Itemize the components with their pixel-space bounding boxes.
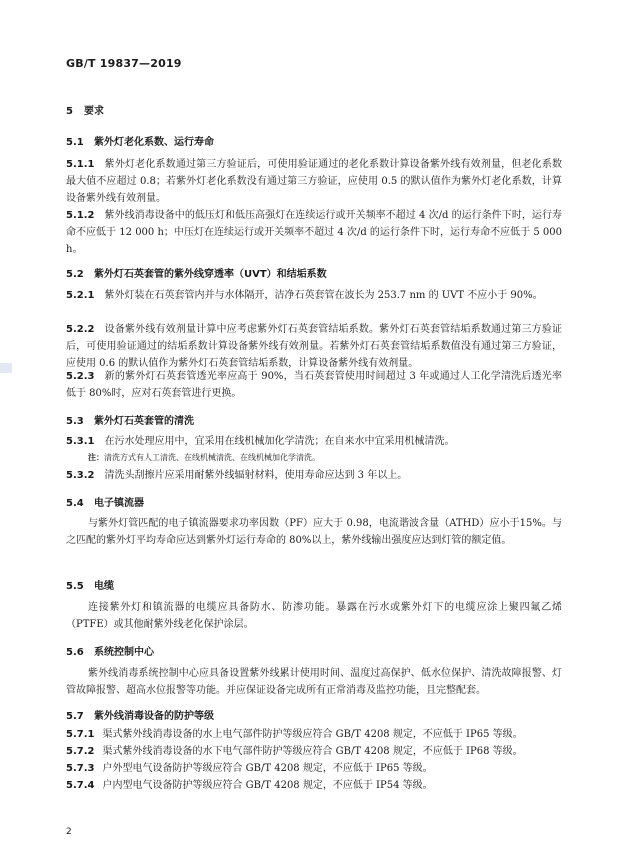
clause-5-3-1 [66, 433, 562, 450]
clause-text: 清洗头刮擦片应采用耐紫外线辐射材料，使用寿命应达到 3 年以上。 [104, 470, 408, 481]
heading-title: 紫外灯老化系数、运行寿命 [94, 137, 214, 148]
list-item [66, 744, 562, 760]
clause-number: 5.7.3 [66, 763, 95, 774]
heading-5-1 [66, 133, 214, 148]
clause-text: 紫外灯老化系数通过第三方验证后，可使用验证通过的老化系数计算设备紫外线有效剂量，但老化系数最大值不应超过 0.8；若紫外灯老化系数没有通过第三方验证，应使用 0.5 的默认值作为紫外灯老化系数，计算设备紫外线有效剂量。 [66, 159, 562, 204]
clause-text: 紫外线消毒设备中的低压灯和低压高强灯在连续运行或开关频率不超过 4 次/d 的运行条件下时，运行寿命不应低于 12 000 h；中压灯在连续运行或开关频率不超过 4 次/d 的运行条件下时，运行寿命不应低于 5 000 h。 [66, 210, 562, 255]
clause-5-1-1 [66, 156, 562, 207]
clause-text: 渠式紫外线消毒设备的水上电气部件防护等级应符合 GB/T 4208 规定，不应低于 IP65 等级。 [102, 729, 523, 740]
heading-title: 电子镇流器 [94, 498, 144, 509]
clause-text: 在污水处理应用中，宜采用在线机械加化学清洗；在自来水中宜采用机械清洗。 [104, 436, 455, 447]
heading-5-7 [66, 707, 214, 722]
heading-number: 5.5 [66, 581, 84, 592]
paragraph-5-6: 紫外线消毒系统控制中心应具备设置紫外线累计使用时间、温度过高保护、低水位保护、清洗故障报警、灯管故障报警、超高水位报警等功能。并应保证设备完成所有正常消毒及监控功能，且完整配套。 [66, 668, 562, 696]
clause-number: 5.3.2 [66, 470, 95, 481]
section-heading [66, 102, 104, 117]
clause-5-2-3 [66, 368, 562, 402]
list-item [66, 761, 562, 777]
heading-5-5 [66, 577, 114, 592]
heading-number: 5.6 [66, 647, 84, 658]
paragraph-5-4: 与紫外灯管匹配的电子镇流器要求功率因数（PF）应大于 0.98，电流谐波含量（ATHD）应小于15%。与之匹配的紫外灯平均寿命应达到紫外灯运行寿命的 80%以上，紫外线输出强度应达到灯管的额定值。 [66, 518, 562, 546]
heading-5-3 [66, 412, 194, 427]
heading-number: 5.7 [66, 711, 84, 722]
clause-text: 设备紫外线有效剂量计算中应考虑紫外灯石英套管结垢系数。紫外灯石英套管结垢系数通过第三方验证后，可使用验证通过的结垢系数计算设备紫外线有效剂量。若紫外灯石英套管结垢系数值没有通过第三方验证，应使用 0.6 的默认值作为紫外灯石英套管结垢系数，计算设备紫外线有效剂量。 [66, 324, 562, 369]
heading-number: 5.2 [66, 269, 84, 280]
clause-5-2-1 [66, 287, 562, 304]
heading-title: 电缆 [94, 581, 114, 592]
clause-text: 户外型电气设备防护等级应符合 GB/T 4208 规定，不应低于 IP65 等级。 [102, 763, 433, 774]
list-item [66, 778, 562, 794]
heading-title: 紫外线消毒设备的防护等级 [94, 711, 214, 722]
clause-number: 5.2.2 [66, 324, 95, 335]
heading-number: 5.4 [66, 498, 84, 509]
page-number: 2 [66, 827, 72, 837]
margin-tab-mark [0, 363, 12, 373]
heading-number: 5.3 [66, 416, 84, 427]
clause-5-2-2 [66, 321, 562, 372]
heading-5-6 [66, 643, 154, 658]
clause-number: 5.1.1 [66, 159, 95, 170]
note-label: 注： [88, 453, 104, 462]
clause-number: 5.2.3 [66, 371, 95, 382]
clause-5-1-2 [66, 207, 562, 258]
section-title: 要求 [84, 106, 104, 117]
paragraph-5-5: 连接紫外灯和镇流器的电缆应具备防水、防渗功能。暴露在污水或紫外灯下的电缆应涂上聚四氟乙烯（PTFE）或其他耐紫外线老化保护涂层。 [66, 602, 562, 630]
standard-code: GB/T 19837—2019 [66, 57, 182, 70]
list-item [66, 727, 562, 743]
heading-5-4 [66, 494, 144, 509]
note-5-3 [88, 452, 558, 464]
clause-number: 5.2.1 [66, 290, 95, 301]
heading-5-2 [66, 265, 327, 280]
heading-title: 系统控制中心 [94, 647, 154, 658]
clause-number: 5.7.2 [66, 746, 95, 757]
note-text: 清洗方式有人工清洗、在线机械清洗、在线机械加化学清洗。 [104, 453, 320, 462]
heading-title: 紫外灯石英套管的紫外线穿透率（UVT）和结垢系数 [94, 269, 327, 280]
clause-text: 紫外灯装在石英套管内并与水体隔开，洁净石英套管在波长为 253.7 nm 的 UVT 不应小于 90%。 [104, 290, 543, 301]
clause-number: 5.1.2 [66, 210, 95, 221]
clause-text: 户内型电气设备防护等级应符合 GB/T 4208 规定，不应低于 IP54 等级。 [102, 780, 433, 791]
clause-text: 新的紫外灯石英套管透光率应高于 90%，当石英套管使用时间超过 3 年或通过人工化学清洗后透光率低于 80%时，应对石英套管进行更换。 [66, 371, 562, 399]
clause-number: 5.7.1 [66, 729, 95, 740]
heading-number: 5.1 [66, 137, 84, 148]
clause-5-3-2 [66, 467, 562, 484]
clause-text: 渠式紫外线消毒设备的水下电气部件防护等级应符合 GB/T 4208 规定，不应低于 IP68 等级。 [102, 746, 523, 757]
clause-number: 5.3.1 [66, 436, 95, 447]
section-number: 5 [66, 106, 73, 117]
heading-title: 紫外灯石英套管的清洗 [94, 416, 194, 427]
clause-number: 5.7.4 [66, 780, 95, 791]
